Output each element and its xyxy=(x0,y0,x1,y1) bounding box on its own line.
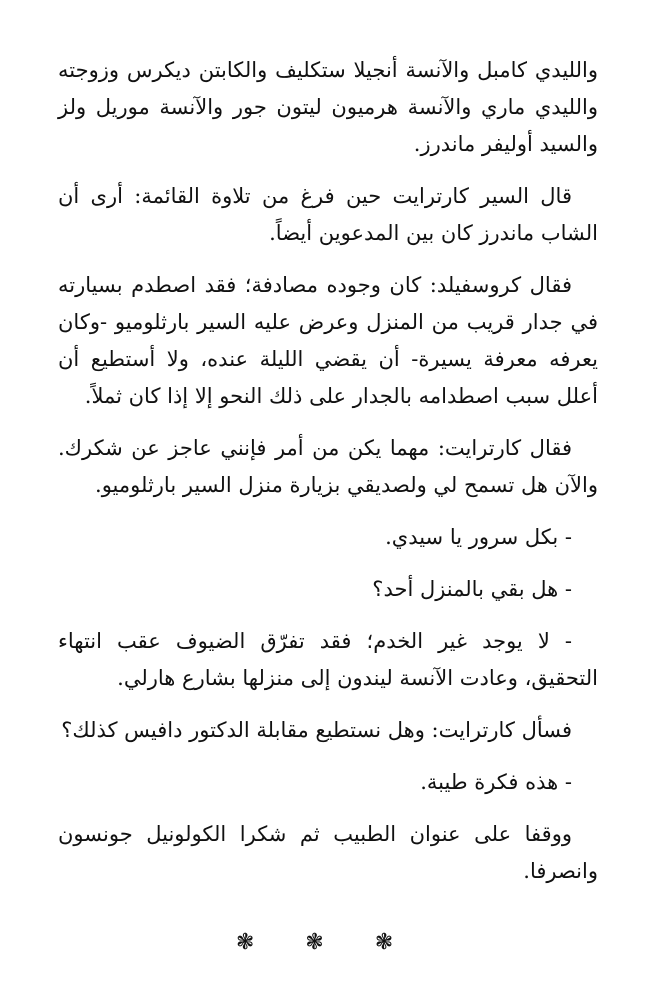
paragraph-cartwright-thanks: فقال كارترايت: مهما يكن من أمر فإنني عاجز عن شكرك. والآن هل تسمح لي ولصديقي بزيارة منزل السير بارثلوميو. xyxy=(58,436,598,497)
paragraph-guest-list: والليدي كامبل والآنسة أنجيلا ستكليف والكابتن ديكرس وزوجته والليدي ماري والآنسة هرميون ليتون جور والآنسة موريل ولز والسيد أوليفر ماندرز. xyxy=(58,58,598,156)
dialog-line-anyone-home: - هل بقي بالمنزل أحد؟ xyxy=(372,577,572,601)
section-separator: ❃ ❃ ❃ xyxy=(235,930,416,955)
dialog-line-only-servants: - لا يوجد غير الخدم؛ فقد تفرّق الضيوف عقب انتهاء التحقيق، وعادت الآنسة ليندون إلى منزلها بشارع هارلي. xyxy=(58,629,598,690)
paragraph-departure: ووقفا على عنوان الطبيب ثم شكرا الكولونيل جونسون وانصرفا. xyxy=(58,822,598,883)
paragraph-ask-doctor: فسأل كارترايت: وهل نستطيع مقابلة الدكتور دافيس كذلك؟ xyxy=(61,718,572,742)
page-body xyxy=(58,52,598,905)
paragraph-crossfield-reply: فقال كروسفيلد: كان وجوده مصادفة؛ فقد اصطدم بسيارته في جدار قريب من المنزل وعرض عليه السير بارثلوميو -وكان يعرفه معرفة يسيرة- أن يقضي الليلة عنده، ولا أستطيع أن أعلل سبب اصطدامه بالجدار على ذلك النحو إلا إذا كان ثملاً. xyxy=(58,273,598,408)
paragraph-cartwright-remark: قال السير كارترايت حين فرغ من تلاوة القائمة: أرى أن الشاب ماندرز كان بين المدعوين أيضاً. xyxy=(58,184,598,245)
dialog-line-good-idea: - هذه فكرة طيبة. xyxy=(420,770,572,794)
dialog-line-pleasure: - بكل سرور يا سيدي. xyxy=(385,525,572,549)
